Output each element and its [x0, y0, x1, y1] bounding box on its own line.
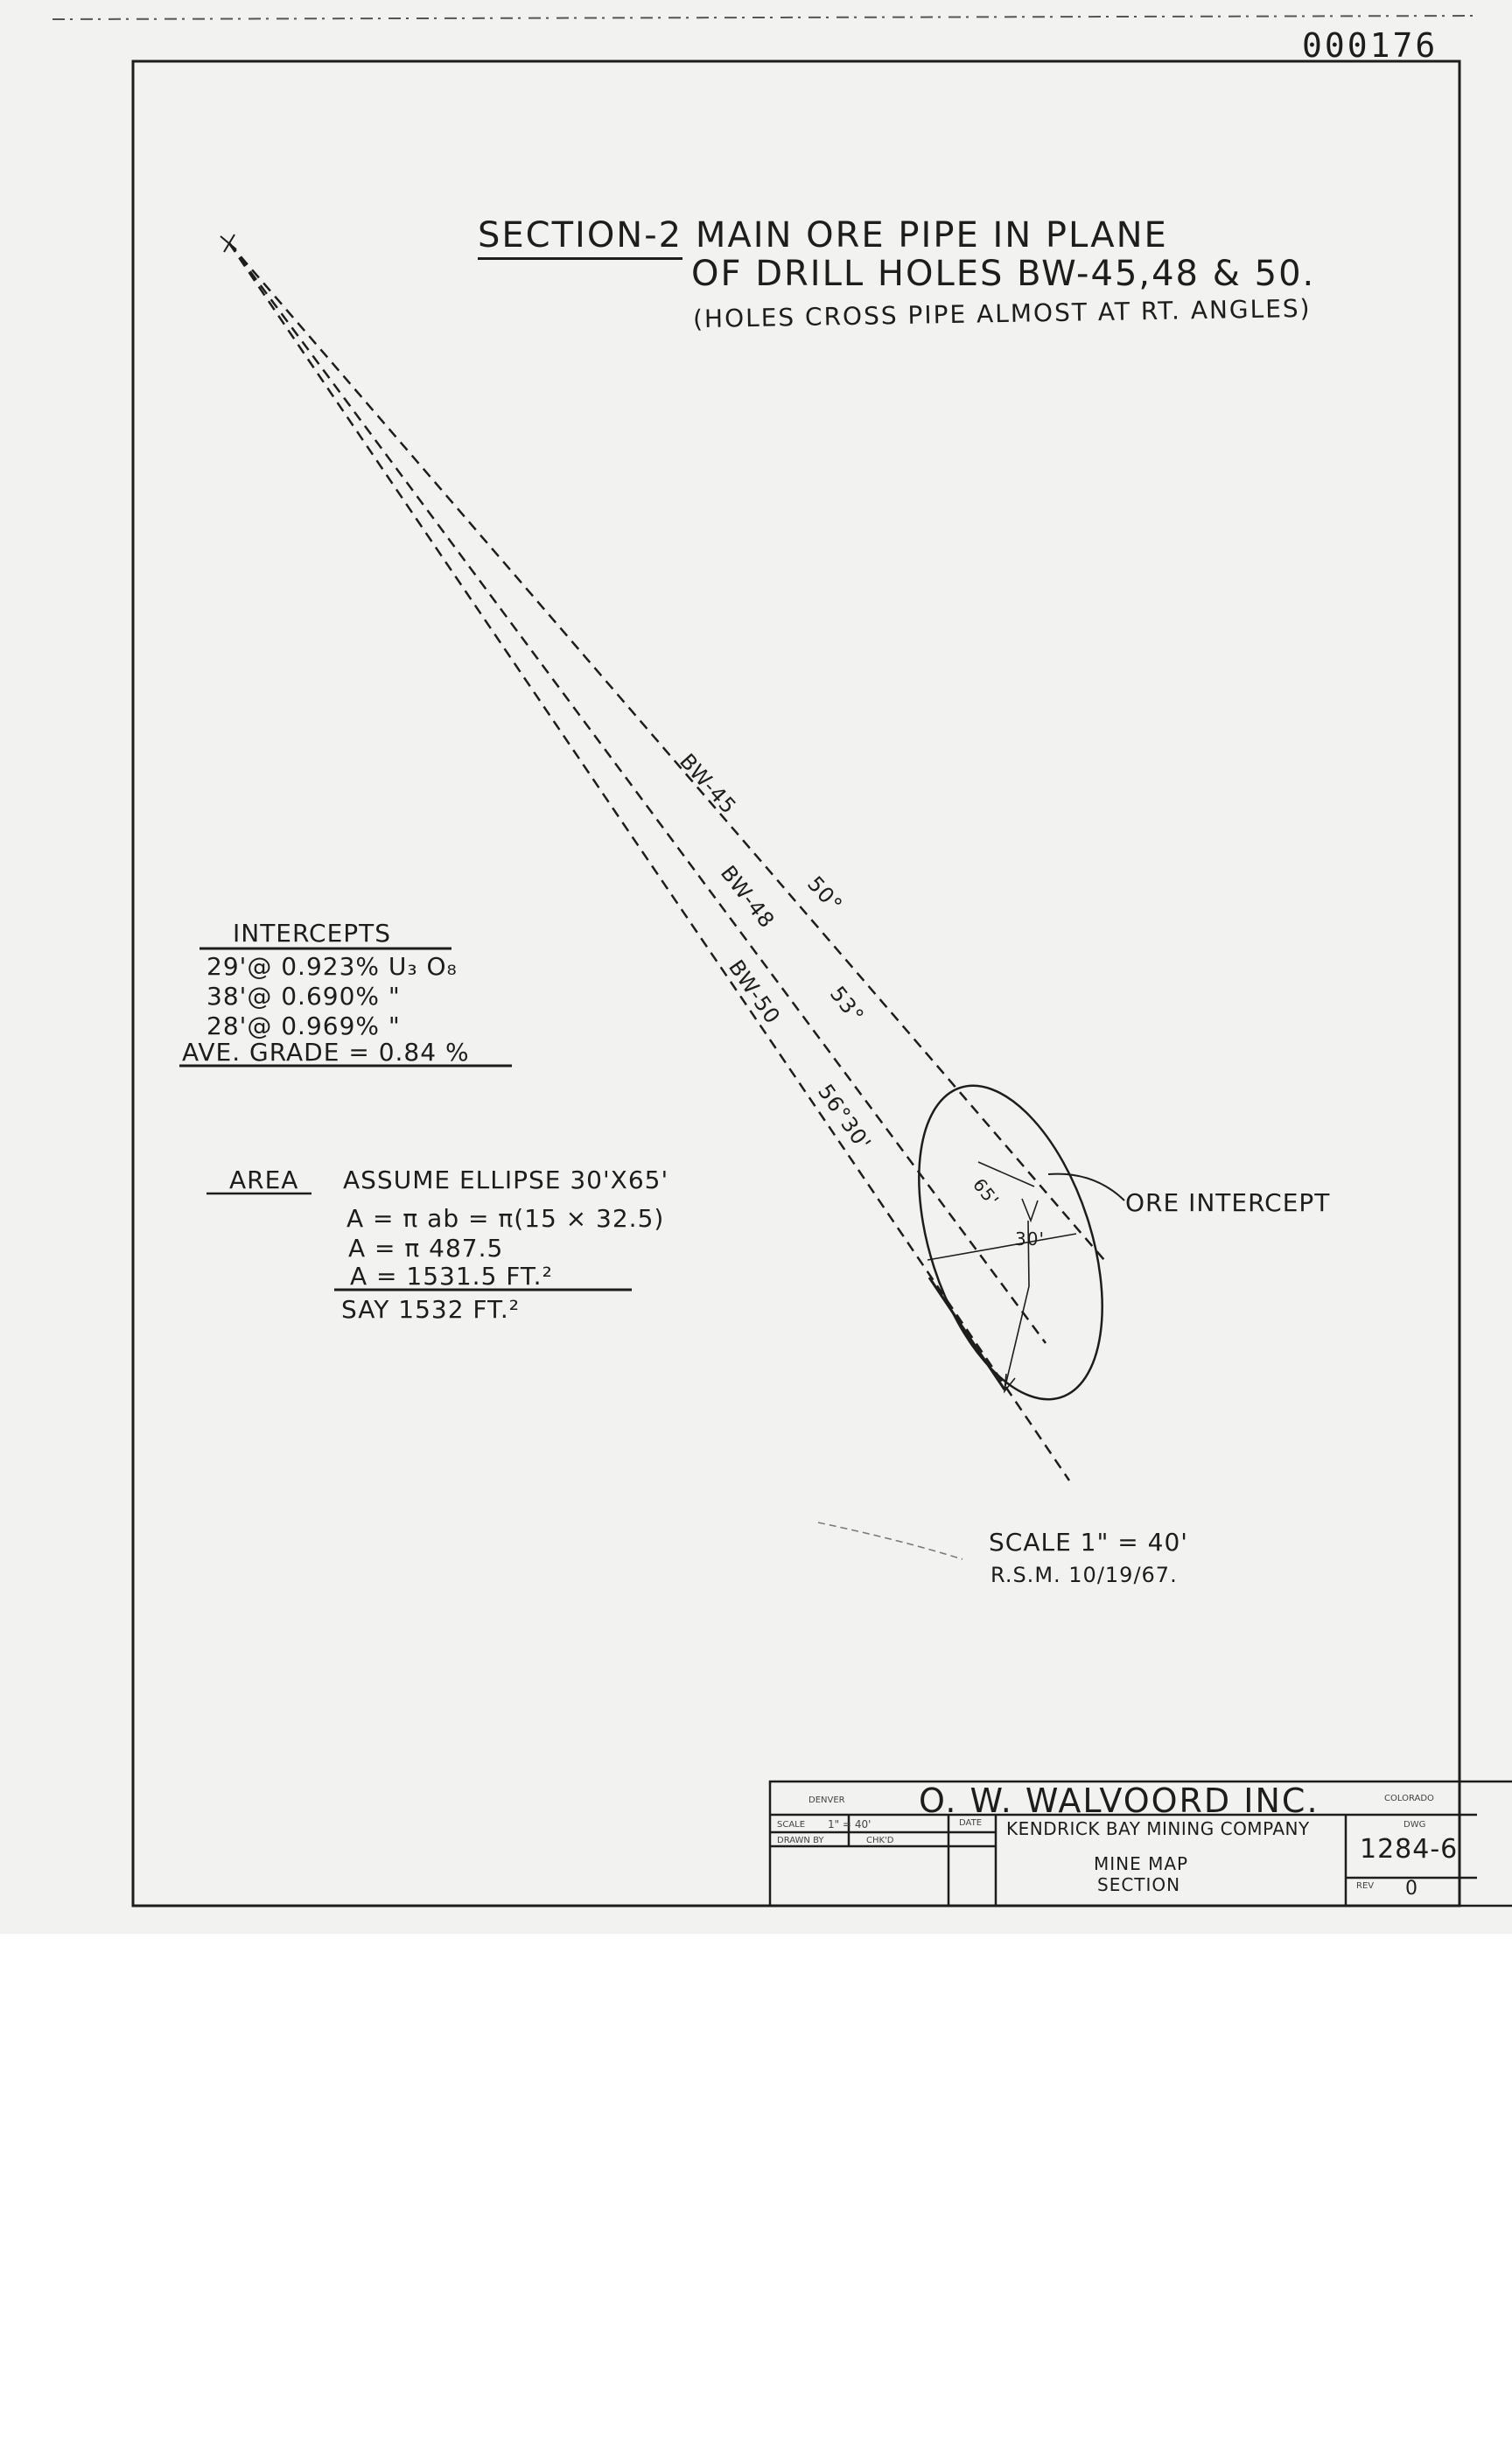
hole-label-bw48: BW-48 — [715, 861, 780, 934]
intercepts-heading: INTERCEPTS — [233, 919, 392, 948]
intercept-row-1: 29'@ 0.923% U₃ O₈ — [206, 952, 458, 981]
tb-date-label: DATE — [959, 1818, 983, 1828]
ellipse-major-label: 65' — [969, 1174, 1004, 1211]
intercept-row-2: 38'@ 0.690% " — [206, 982, 401, 1011]
tb-dwg-number: 1284-6 — [1360, 1834, 1459, 1865]
hole-dip-bw48: 53° — [824, 982, 870, 1029]
intercepts-average: AVE. GRADE = 0.84 % — [182, 1038, 470, 1067]
hole-label-bw50: BW-50 — [724, 956, 786, 1029]
area-formula-3: A = 1531.5 FT.² — [350, 1262, 553, 1291]
tb-rev-value: 0 — [1405, 1878, 1418, 1900]
faint-arc — [818, 1522, 962, 1559]
tb-company: O. W. WALVOORD INC. — [919, 1782, 1320, 1820]
tb-checked-label: CHK'D — [866, 1836, 894, 1845]
sheet-number: 000176 — [1302, 26, 1438, 65]
tb-sheet-title-2: SECTION — [1097, 1874, 1181, 1895]
title-line-1 — [478, 215, 1168, 256]
tb-rev-label: REV — [1356, 1881, 1375, 1891]
scale-note: SCALE 1" = 40' — [989, 1528, 1188, 1557]
title-main: MAIN ORE PIPE IN PLANE — [695, 215, 1168, 256]
tb-scale-label: SCALE — [777, 1820, 806, 1830]
area-assumption: ASSUME ELLIPSE 30'X65' — [343, 1166, 669, 1194]
ore-intercept-label: ORE INTERCEPT — [1125, 1188, 1331, 1217]
author-date: R.S.M. 10/19/67. — [990, 1563, 1178, 1587]
ore-intercept-leader — [1048, 1174, 1124, 1200]
ore-ellipse — [884, 1063, 1138, 1423]
tb-scale-value: 1" = 40' — [828, 1818, 872, 1830]
tb-state: COLORADO — [1384, 1794, 1434, 1803]
area-formula-1: A = π ab = π(15 × 32.5) — [346, 1204, 665, 1233]
hole-trace-bw45 — [229, 243, 1104, 1260]
tb-sheet-title-1: MINE MAP — [1094, 1853, 1189, 1874]
area-result: SAY 1532 FT.² — [341, 1295, 520, 1324]
area-heading: AREA — [229, 1166, 299, 1194]
top-edge-line — [52, 16, 1479, 19]
tb-drawn-label: DRAWN BY — [777, 1836, 824, 1845]
tb-client: KENDRICK BAY MINING COMPANY — [1006, 1818, 1310, 1839]
tb-city: DENVER — [808, 1796, 845, 1805]
hole-dip-bw45: 50° — [802, 872, 848, 918]
hole-dip-bw50: 56°30' — [813, 1080, 877, 1156]
area-formula-2: A = π 487.5 — [348, 1234, 504, 1263]
ellipse-major-axis — [929, 1278, 1004, 1390]
hole-label-bw45: BW-45 — [675, 749, 742, 820]
tb-dwg-label: DWG — [1404, 1820, 1426, 1830]
ellipse-minor-label: 30' — [1015, 1228, 1045, 1250]
intercept-row-3: 28'@ 0.969% " — [206, 1012, 401, 1040]
title-section-label: SECTION-2 — [478, 215, 682, 260]
title-line-2: OF DRILL HOLES BW-45,48 & 50. — [691, 254, 1316, 294]
title-line-3: (HOLES CROSS PIPE ALMOST AT RT. ANGLES) — [692, 293, 1312, 334]
